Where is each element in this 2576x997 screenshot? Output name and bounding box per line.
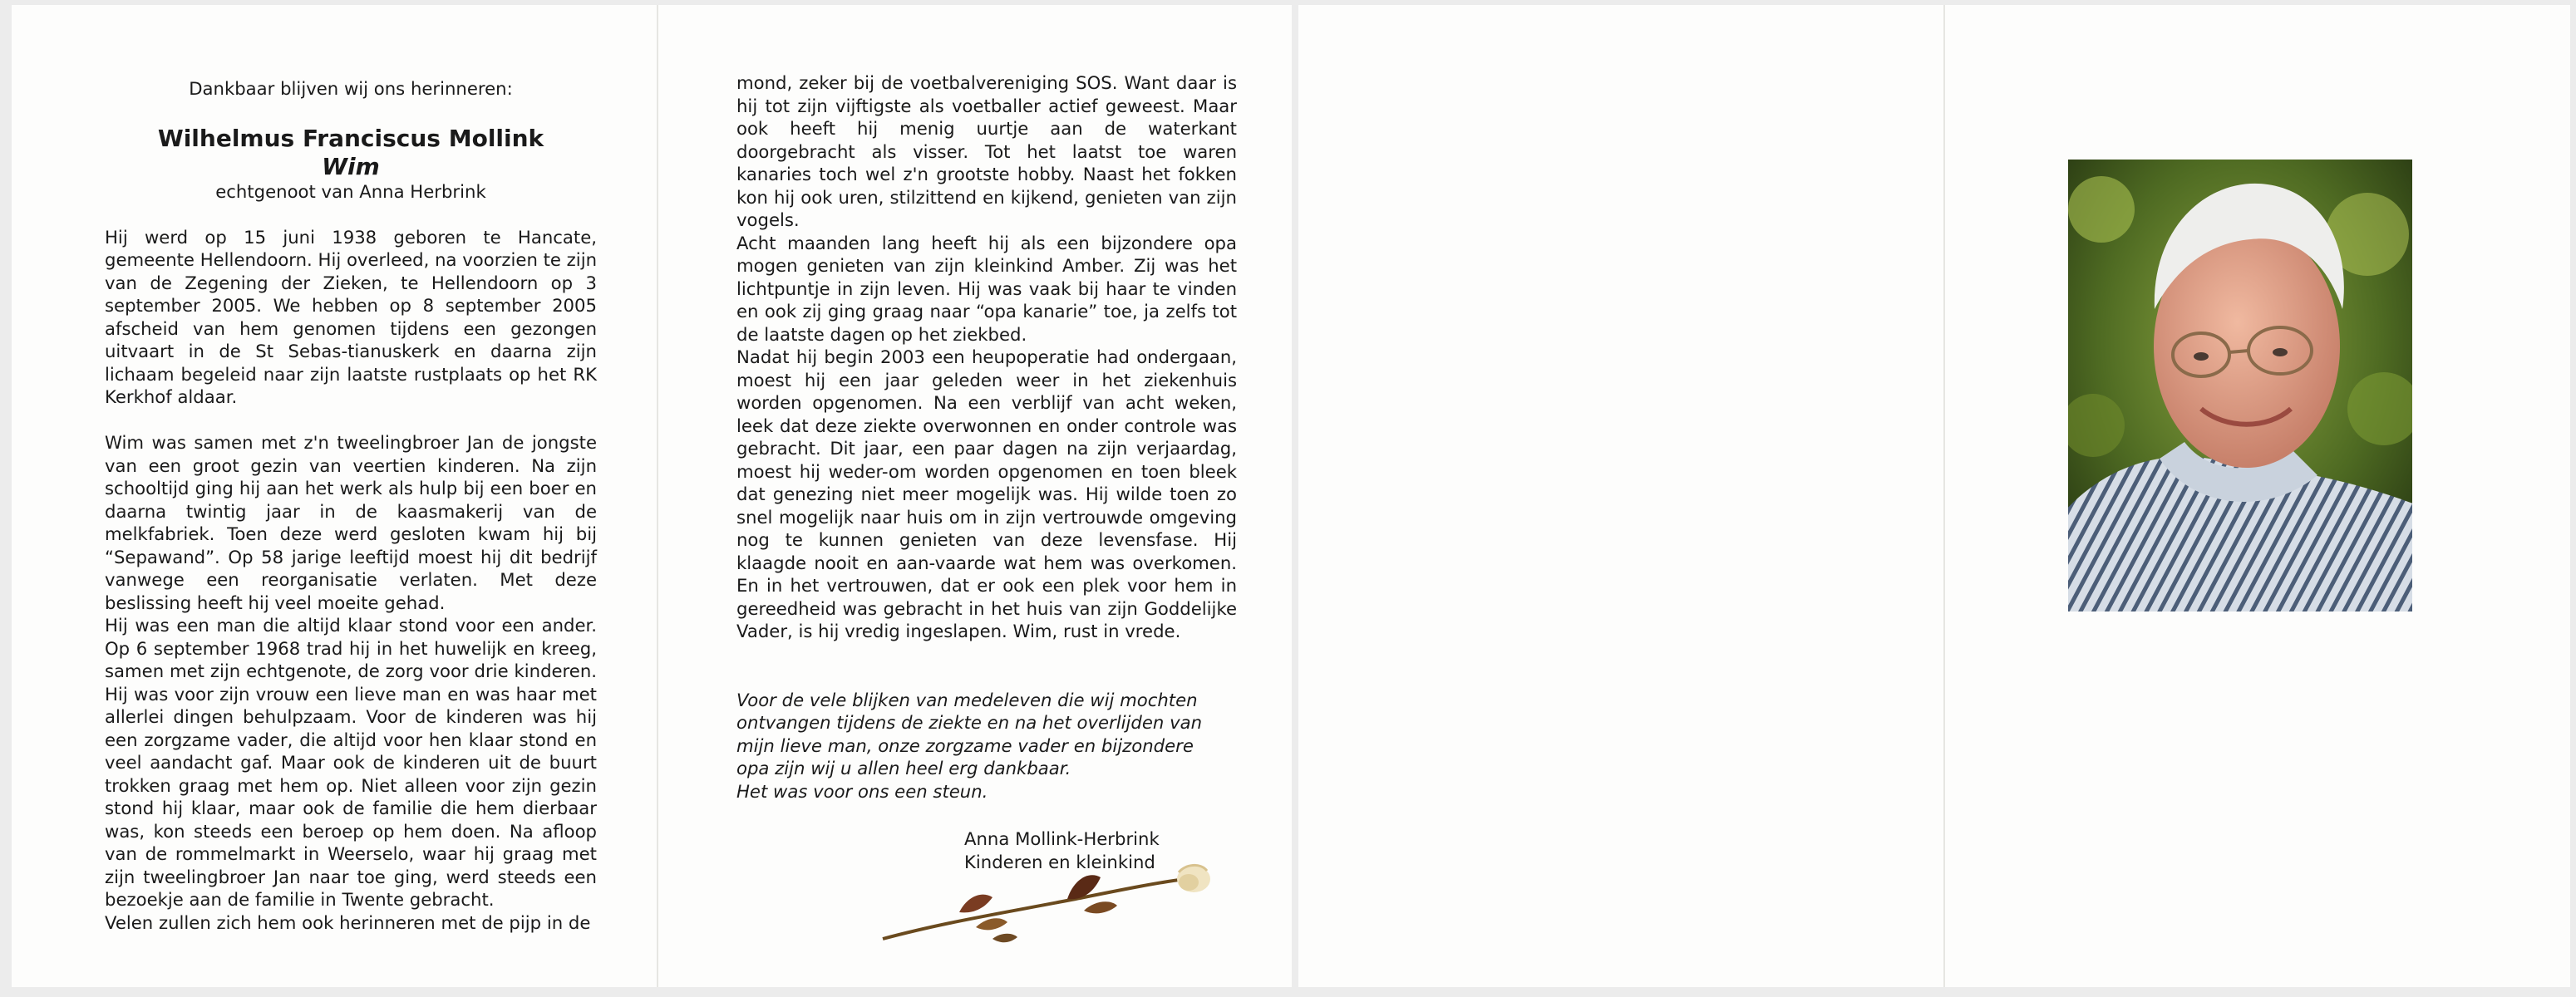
paragraph-character: Hij was een man die altijd klaar stond voor een ander. Op 6 september 1968 trad hij in het huwelijk en kreeg, samen met zijn echtgenote, de zorg voor drie kinderen. Hij was voor zijn vrouw een lieve man en was haar met allerlei dingen behulpzaam. Voor de kinderen was hij een zorgzame vader, die altijd voor hen klaar stond en veel aandacht gaf. Maar ook de kinderen uit de buurt trokken graag met hem op. Niet alleen voor zijn gezin stond hij klaar, maar ook de familie die hem dierbaar was, kon steeds een beroep op hem doen. Na afloop van de rommelmarkt in Weerselo, waar hij graag met zijn tweelingbroer Jan naar toe ging, werd steeds een bezoekje aan de familie in Twente gebracht. bbox=[105, 615, 597, 910]
spouse-line: echtgenoot van Anna Herbrink bbox=[215, 180, 486, 202]
fold-line bbox=[657, 5, 658, 987]
paragraph-birth-death: Hij werd op 15 juni 1938 geboren te Hancate, gemeente Hellendoorn. Hij overleed, na voorzien te zijn van de Zegening der Zieken, te Hellendoorn op 3 september 2005. We hebben op 8 september 2005 afscheid van hem genomen tijdens een gezongen uitvaart in de St Sebas-tianuskerk en daarna zijn lichaam begeleid naar zijn laatste rustplaats op het RK Kerkhof aldaar. bbox=[105, 226, 598, 407]
portrait-photo bbox=[2068, 160, 2412, 611]
left-column bbox=[105, 77, 597, 934]
fold-line bbox=[1943, 5, 1945, 987]
rose-icon bbox=[876, 862, 1225, 954]
left-card bbox=[12, 5, 1292, 987]
paragraph-family-work: Wim was samen met z'n tweelingbroer Jan de jongste van een groot gezin van veertien kinderen. Na zijn schooltijd ging hij aan het werk als hulp bij een boer en daarna twintig jaar in de kaasmakerij van de melkfabriek. Toen deze werd gesloten kwam hij bij “Sepawand”. Op 58 jarige leeftijd moest hij dit bedrijf vanwege een reorganisatie verlaten. Met deze beslissing heeft hij veel moeite gehad. bbox=[105, 432, 597, 613]
paragraph-illness: Nadat hij begin 2003 een heupoperatie had ondergaan, moest hij een jaar geleden weer in het ziekenhuis worden opgenomen. Na een verblijf van acht weken, leek dat deze ziekte overwonnen en onder controle was gebracht. Dit jaar, een paar dagen na zijn verjaardag, moest hij weder-om worden opgenomen en toen bleek dat genezing niet meer mogelijk was. Hij wilde toen zo snel mogelijk naar huis om in zijn vertrouwde omgeving nog te kunnen genieten van deze levensfase. Hij klaagde nooit en aan-vaarde wat hem was overkomen. En in het vertrouwen, dat er ook een plek voor hem in gereedheid was gebracht in het huis van zijn Goddelijke Vader, is hij vredig ingeslapen. Wim, rust in vrede. bbox=[736, 346, 1237, 641]
thanks-note bbox=[736, 689, 1237, 803]
thanks-line: opa zijn wij u allen heel erg dankbaar. bbox=[736, 758, 1071, 778]
signature-line: Kinderen en kleinkind bbox=[964, 851, 1155, 872]
paragraph-hobbies: mond, zeker bij de voetbalvereniging SOS. Want daar is hij tot zijn vijftigste als voetballer actief geweest. Maar ook heeft hij menig uurtje aan de waterkant doorgebracht als visser. Tot het laatst toe waren kanaries toch wel z'n grootste hobby. Naast het fokken kon hij ook uren, stilzittend en kijkend, genieten van zijn vogels. bbox=[736, 72, 1237, 230]
deceased-name: Wilhelmus Franciscus Mollink bbox=[157, 124, 544, 152]
paragraph-pipe: Velen zullen zich hem ook herinneren met de pijp in de bbox=[105, 911, 591, 933]
nickname: Wim bbox=[322, 152, 380, 180]
signature-line: Anna Mollink-Herbrink bbox=[964, 828, 1160, 849]
intro-line: Dankbaar blijven wij ons herinneren: bbox=[189, 78, 513, 99]
right-card bbox=[1298, 5, 2570, 987]
paragraph-grandchild: Acht maanden lang heeft hij als een bijzondere opa mogen genieten van zijn kleinkind Amber. Zij was het lichtpuntje in zijn leven. Hij was vaak bij haar te vinden en ook zij ging graag naar “opa kanarie” toe, ja zelfs tot de laatste dagen op het ziekbed. bbox=[736, 232, 1237, 345]
thanks-line: ontvangen tijdens de ziekte en na het overlijden van bbox=[736, 712, 1203, 733]
thanks-line: mijn lieve man, onze zorgzame vader en bijzondere bbox=[736, 734, 1194, 756]
middle-column bbox=[736, 71, 1237, 873]
thanks-line: Het was voor ons een steun. bbox=[736, 780, 988, 802]
thanks-line: Voor de vele blijken van medeleven die wij mochten bbox=[736, 689, 1198, 710]
